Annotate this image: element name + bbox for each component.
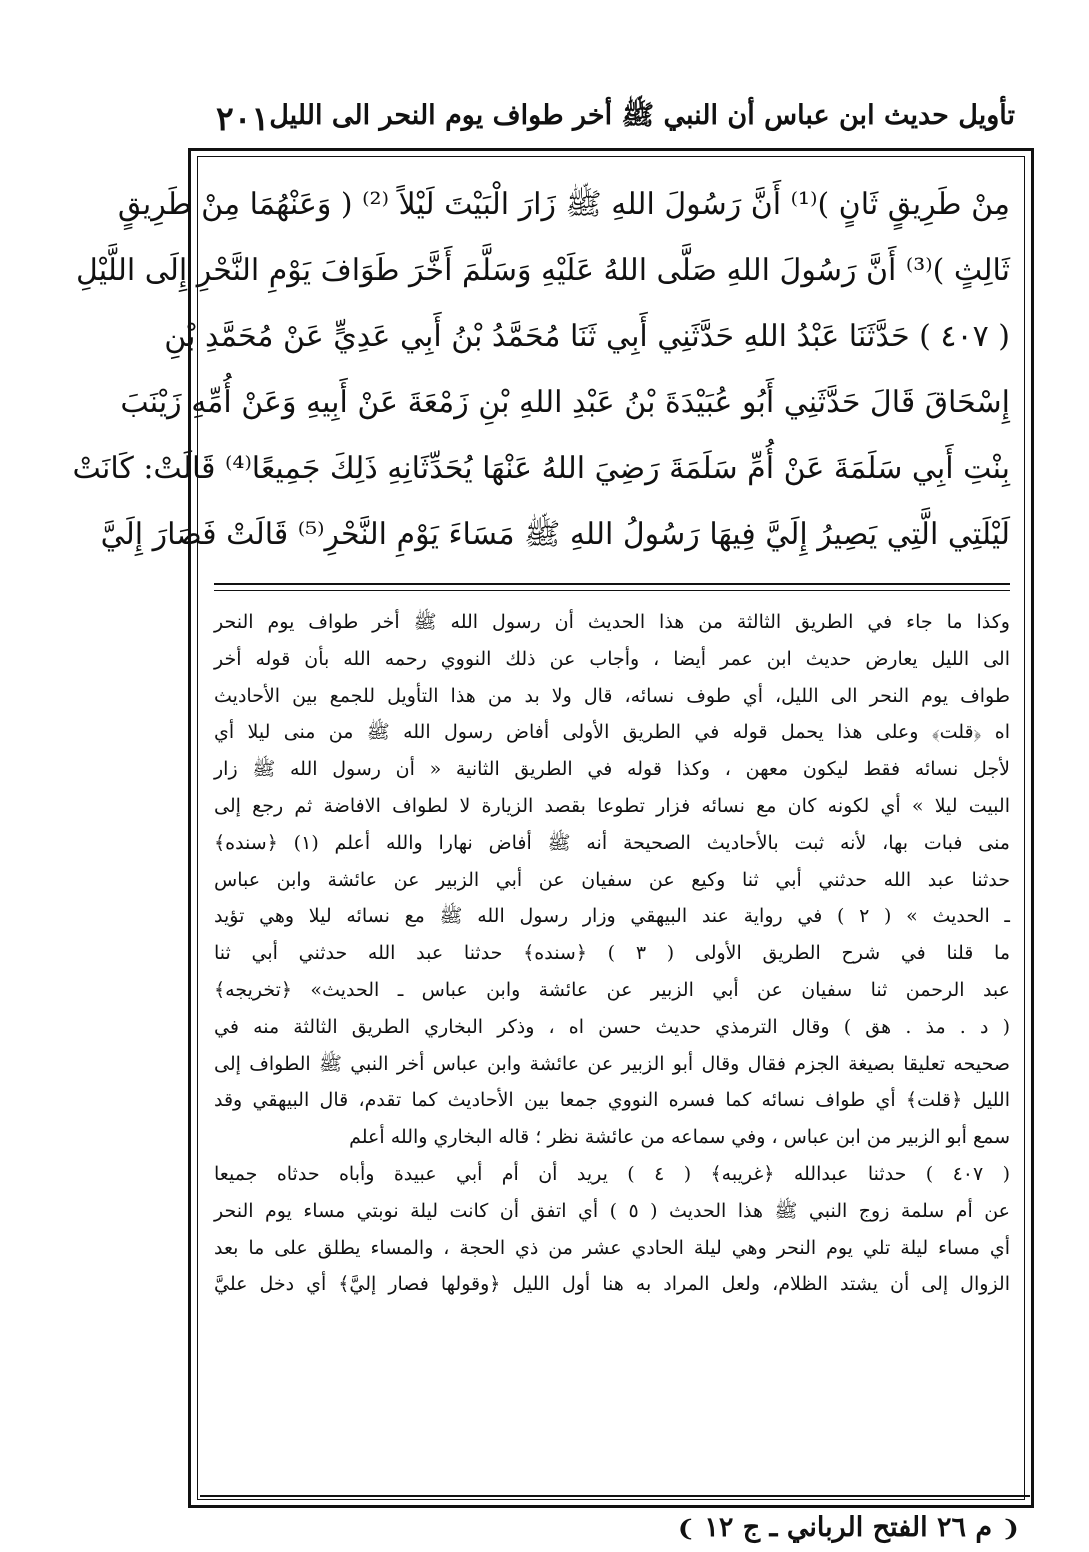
bottom-rule <box>200 1495 1030 1497</box>
note-line: لأجل نسائه فقط ليكون معهن ، وكذا قوله في الطريق الثانية « أن رسول الله ﷺ زار <box>214 758 1010 781</box>
page-number: ٢٠١ <box>216 98 270 138</box>
main-text-line: ( ٤٠٧ ) حَدَّثَنَا عَبْدُ اللهِ حَدَّثَنِي أَبِي ثَنَا مُحَمَّدُ بْنُ أَبِي عَدِيٍّ عَنْ مُحَمَّدِ بْنِ <box>164 319 1010 354</box>
note-line: طواف يوم النحر الى الليل، أي طوف نسائه، قال ولا بد من هذا التأويل للجمع بين الأحاديث <box>214 684 1010 707</box>
main-text-line: ثَالِثٍ )⁽³⁾ أَنَّ رَسُولَ اللهِ صَلَّى اللهُ عَلَيْهِ وَسَلَّمَ أَخَّرَ طَوَافَ يَوْمِ النَّحْرِ إِلَى اللَّيْلِ <box>75 253 1010 288</box>
main-text-line: بِنْتِ أَبِي سَلَمَةَ عَنْ أُمِّ سَلَمَةَ رَضِيَ اللهُ عَنْهَا يُحَدِّثَانِهِ ذَلِكَ جَمِيعًا⁽⁴⁾ قَالَتْ: كَانَتْ <box>72 451 1010 486</box>
hadith-main-text <box>72 172 1010 568</box>
note-line: الزوال إلى أن يشتد الظلام، ولعل المراد به هنا أول الليل ﴿وقولها فصار إليَّ﴾ أي دخل عليَّ <box>214 1273 1010 1296</box>
note-line: ما قلنا في شرح الطريق الأولى ( ٣ ) ﴿سنده﴾ حدثنا عبد الله حدثني أبي ثنا <box>214 942 1011 965</box>
note-line: عن أم سلمة زوج النبي ﷺ هذا الحديث ( ٥ ) أي اتفق أن كانت ليلة نوبتي مساء يوم النحر <box>214 1199 1010 1222</box>
note-line: وكذا ما جاء في الطريق الثالثة من هذا الحديث أن رسول الله ﷺ أخر طواف يوم النحر <box>214 611 1010 633</box>
main-text-line: مِنْ طَرِيقٍ ثَانٍ )⁽¹⁾ أَنَّ رَسُولَ اللهِ ﷺ زَارَ الْبَيْتَ لَيْلاً ⁽²⁾ ( وَعَنْهُمَا مِنْ طَرِيقٍ <box>117 187 1010 222</box>
note-line: صحيحه تعليقا بصيغة الجزم فقال وقال أبو الزبير عن عائشة وابن عباس أخر النبي ﷺ الطواف إلى <box>214 1052 1010 1075</box>
note-line: البيت ليلا » أي لكونه كان مع نسائه فزار تطوعا بقصد الزيارة لا لطواف الافاضة ثم رجع إلى <box>214 794 1010 817</box>
page-header <box>216 92 1015 144</box>
running-title: تأويل حديث ابن عباس أن النبي ﷺ أخر طواف يوم النحر الى الليل <box>269 100 1015 131</box>
main-text-line: إِسْحَاقَ قَالَ حَدَّثَنِي أَبُو عُبَيْدَةَ بْنُ عَبْدِ اللهِ بْنِ زَمْعَةَ عَنْ أَبِيهِ وَعَنْ أُمِّهِ زَيْنَبَ <box>120 385 1010 420</box>
ornament-right-icon: ❨ <box>1001 1516 1020 1542</box>
ornament-left-icon: ❩ <box>676 1516 695 1542</box>
note-line: عبد الرحمن ثنا سفيان عن أبي الزبير عن عائشة وابن عباس ـ الحديث» ﴿تخريجه﴾ <box>214 978 1010 1001</box>
note-line: منى فبات بها، لأنه ثبت بالأحاديث الصحيحة أنه ﷺ أفاض نهارا والله أعلم (١) ﴿سنده﴾ <box>214 831 1010 854</box>
commentary-footnotes <box>214 604 1010 1303</box>
note-line: اه ﴿قلت﴾ وعلى هذا يحمل قوله في الطريق الأولى أفاض رسول الله ﷺ من منى ليلا أي <box>214 721 1010 744</box>
page-footer <box>640 1512 1020 1548</box>
note-line: ـ الحديث » ( ٢ ) في رواية عند البيهقي وزار رسول الله ﷺ مع نسائه ليلا وهي تؤيد <box>214 905 1010 928</box>
note-line: ( ٤٠٧ ) حدثنا عبدالله ﴿غريبه﴾ ( ٤ ) يريد أن أم أبي عبيدة وأباه حدثاه جميعا <box>214 1162 1010 1185</box>
note-line: سمع أبو الزبير من ابن عباس ، وفي سماعه من عائشة نظر ؛ قاله البخاري والله أعلم <box>349 1126 1010 1149</box>
note-line: أي مساء ليلة تلي يوم النحر وهي ليلة الحادي عشر من ذي الحجة ، والمساء يطلق على ما بعد <box>214 1236 1010 1259</box>
note-line: حدثنا عبد الله حدثني أبي ثنا وكيع عن سفيان عن أبي الزبير عن عائشة وابن عباس <box>214 868 1010 891</box>
note-line: ( د . مذ . هق ) وقال الترمذي حديث حسن اه ، وذكر البخاري الطريق الثالثة منه في <box>214 1015 1010 1038</box>
signature-mark: م ٢٦ الفتح الرباني ـ ج ١٢ <box>704 1512 993 1543</box>
note-line: الى الليل يعارض حديث ابن عمر أيضا ، وأجاب عن ذلك النووي رحمه الله بأن قوله أخر <box>214 647 1010 670</box>
note-line: الليل ﴿قلت﴾ أي طواف نسائه كما فسره النووي جمعا بين الأحاديث كما تقدم، قال البيهقي وقد <box>214 1089 1010 1112</box>
main-text-line: لَيْلَتِي الَّتِي يَصِيرُ إِلَيَّ فِيهَا رَسُولُ اللهِ ﷺ مَسَاءَ يَوْمِ النَّحْرِ⁽⁵⁾ قَالَتْ فَصَارَ إِلَيَّ <box>100 517 1010 552</box>
section-divider <box>214 583 1010 591</box>
